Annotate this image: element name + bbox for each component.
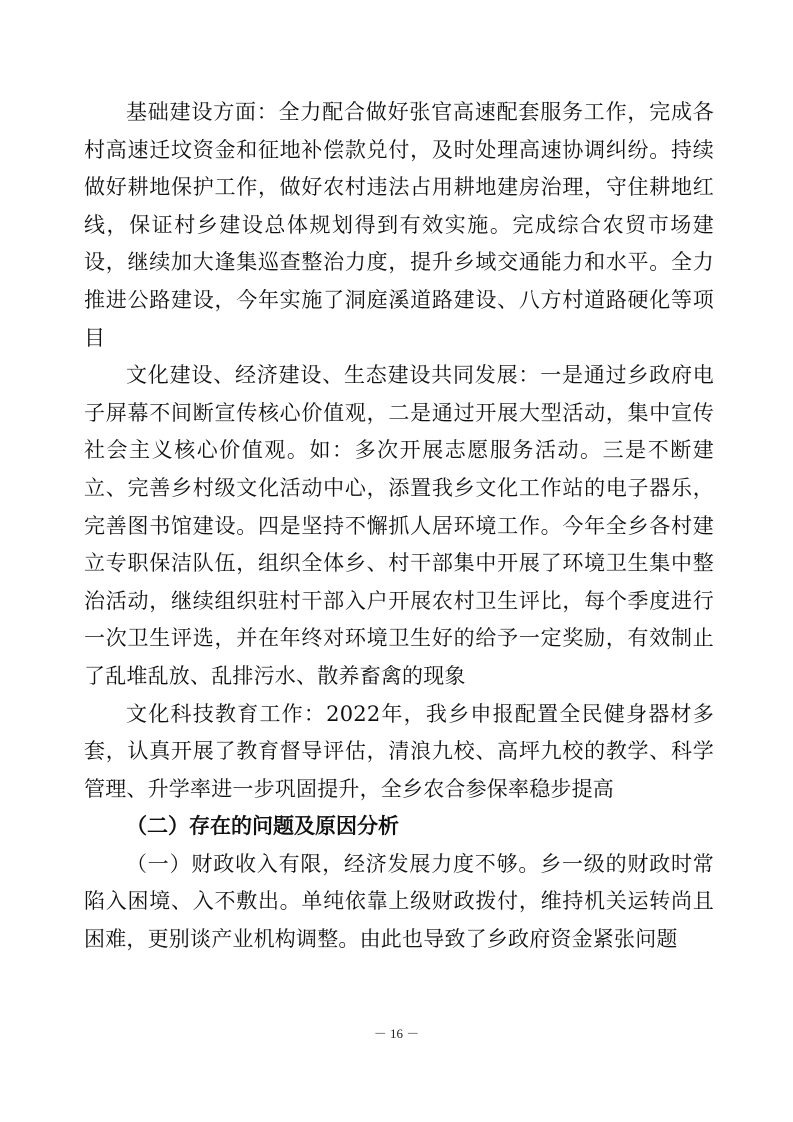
document-body xyxy=(84,94,714,959)
section-heading: （二）存在的问题及原因分析 xyxy=(126,814,399,839)
page-number: － 16 － xyxy=(373,1026,420,1041)
paragraph-culture-economy-ecology: 文化建设、经济建设、生态建设共同发展：一是通过乡政府电子屏幕不间断宣传核心价值观，二是通过开展大型活动，集中宣传社会主义核心价值观。如：多次开展志愿服务活动。三是不断建立、完善乡村级文化活动中心，添置我乡文化工作站的电子器乐，完善图书馆建设。四是坚持不懈抓人居环境工作。今年全乡各村建立专职保洁队伍，组织全体乡、村干部集中开展了环境卫生集中整治活动，继续组织驻村干部入户开展农村卫生评比，每个季度进行一次卫生评选，并在年终对环境卫生好的给予一定奖励，有效制止了乱堆乱放、乱排污水、散养畜禽的现象 xyxy=(84,363,714,688)
paragraph-finance-problem: （一）财政收入有限，经济发展力度不够。乡一级的财政时常陷入困境、入不敷出。单纯依靠上级财政拨付，维持机关运转尚且困难，更别谈产业机构调整。由此也导致了乡政府资金紧张问题 xyxy=(84,851,714,952)
paragraph-science-education: 文化科技教育工作：2022年，我乡申报配置全民健身器材多套，认真开展了教育督导评估，清浪九校、高坪九校的教学、科学管理、升学率进一步巩固提升，全乡农合参保率稳步提高 xyxy=(84,701,714,801)
paragraph-infrastructure: 基础建设方面：全力配合做好张官高速配套服务工作，完成各村高速迁坟资金和征地补偿款兑付，及时处理高速协调纠纷。持续做好耕地保护工作，做好农村违法占用耕地建房治理，守住耕地红线，保证村乡建设总体规划得到有效实施。完成综合农贸市场建设，继续加大逢集巡查整治力度，提升乡域交通能力和水平。全力推进公路建设，今年实施了洞庭溪道路建设、八方村道路硬化等项目 xyxy=(84,100,714,350)
